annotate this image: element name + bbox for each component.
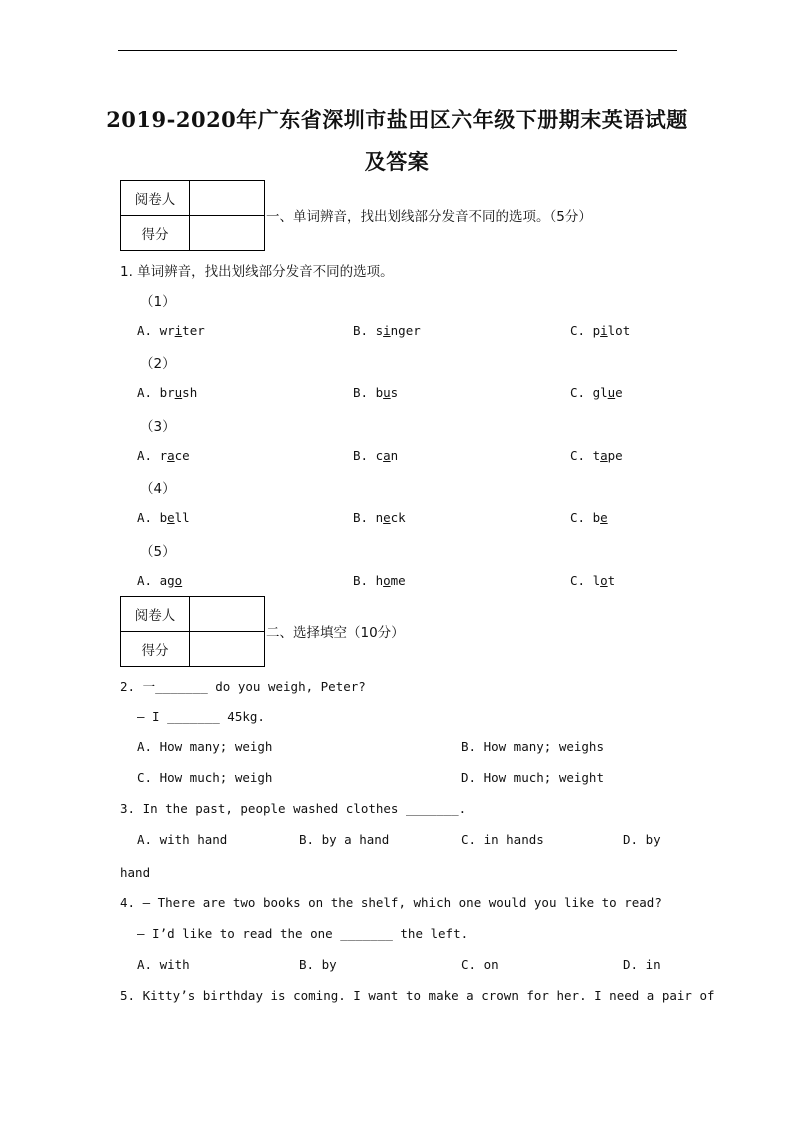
option-b[interactable]: B. by bbox=[299, 957, 337, 972]
group-number: （3） bbox=[140, 419, 176, 435]
option-c[interactable]: C. on bbox=[461, 957, 499, 972]
option-b[interactable]: B. can bbox=[353, 448, 399, 463]
reviewer-field[interactable] bbox=[190, 181, 265, 216]
question-3-stem: 3. In the past, people washed clothes _______. bbox=[120, 801, 467, 816]
option-c[interactable]: C. glue bbox=[570, 385, 623, 400]
option-c[interactable]: C. in hands bbox=[461, 832, 544, 847]
option-b[interactable]: B. neck bbox=[353, 510, 406, 525]
reviewer-field[interactable] bbox=[190, 597, 265, 632]
option-a[interactable]: A. with hand bbox=[137, 832, 228, 847]
option-a[interactable]: A. with bbox=[137, 957, 190, 972]
question-5-stem: 5. Kitty’s birthday is coming. I want to make a crown for her. I need a pair of bbox=[120, 988, 715, 1003]
option-b[interactable]: B. by a hand bbox=[299, 832, 390, 847]
option-d[interactable]: D. How much; weight bbox=[461, 770, 604, 785]
option-c[interactable]: C. How much; weigh bbox=[137, 770, 273, 785]
page-title: 2019-2020年广东省深圳市盐田区六年级下册期末英语试题 bbox=[106, 107, 688, 132]
option-b[interactable]: B. singer bbox=[353, 323, 421, 338]
section-1-heading: 一、单词辨音，找出划线部分发音不同的选项。（5分） bbox=[266, 209, 592, 225]
option-c[interactable]: C. be bbox=[570, 510, 608, 525]
section-2-heading: 二、选择填空（10分） bbox=[266, 625, 405, 641]
question-2-line1: 2. 一_______ do you weigh, Peter? bbox=[120, 679, 366, 694]
question-4-line1: 4. — There are two books on the shelf, which one would you like to read? bbox=[120, 895, 662, 910]
option-a[interactable]: A. writer bbox=[137, 323, 205, 338]
question-1-stem: 1. 单词辨音，找出划线部分发音不同的选项。 bbox=[120, 264, 394, 280]
group-number: （4） bbox=[140, 481, 176, 497]
question-2-line2: — I _______ 45kg. bbox=[137, 709, 265, 724]
option-b[interactable]: B. home bbox=[353, 573, 406, 588]
option-a[interactable]: A. race bbox=[137, 448, 190, 463]
option-b[interactable]: B. How many; weighs bbox=[461, 739, 604, 754]
score-field[interactable] bbox=[190, 216, 265, 251]
reviewer-label: 阅卷人 bbox=[121, 181, 190, 216]
option-c[interactable]: C. lot bbox=[570, 573, 616, 588]
option-a[interactable]: A. bell bbox=[137, 510, 190, 525]
score-label: 得分 bbox=[121, 632, 190, 667]
option-d[interactable]: D. by bbox=[623, 832, 661, 847]
score-label: 得分 bbox=[121, 216, 190, 251]
group-number: （2） bbox=[140, 356, 176, 372]
question-4-line2: — I’d like to read the one _______ the left. bbox=[137, 926, 469, 941]
option-b[interactable]: B. bus bbox=[353, 385, 399, 400]
score-table-1 bbox=[120, 180, 265, 251]
option-c[interactable]: C. tape bbox=[570, 448, 623, 463]
option-a[interactable]: A. How many; weigh bbox=[137, 739, 273, 754]
score-field[interactable] bbox=[190, 632, 265, 667]
header-rule bbox=[118, 50, 677, 51]
option-d-cont: hand bbox=[120, 865, 151, 880]
group-number: （1） bbox=[140, 294, 176, 310]
reviewer-label: 阅卷人 bbox=[121, 597, 190, 632]
option-a[interactable]: A. ago bbox=[137, 573, 183, 588]
option-d[interactable]: D. in bbox=[623, 957, 661, 972]
group-number: （5） bbox=[140, 544, 176, 560]
page-title-cont: 及答案 bbox=[364, 149, 430, 174]
score-table-2 bbox=[120, 596, 265, 667]
option-c[interactable]: C. pilot bbox=[570, 323, 631, 338]
option-a[interactable]: A. brush bbox=[137, 385, 198, 400]
